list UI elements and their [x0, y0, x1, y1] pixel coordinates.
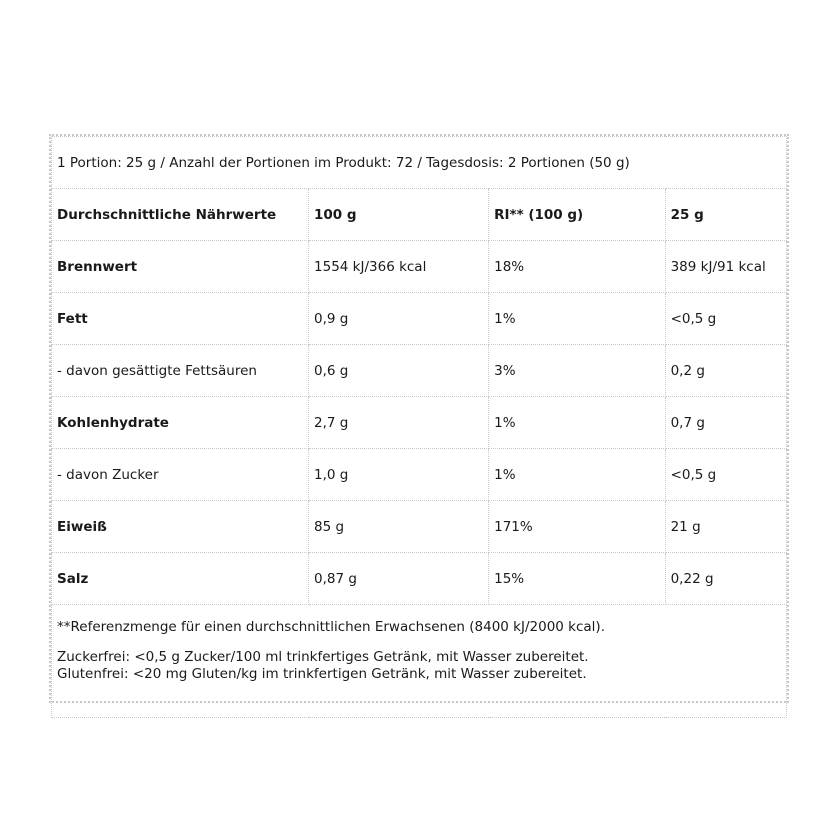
table-row: [52, 397, 787, 449]
value-100g: 0,9 g: [309, 293, 489, 345]
table-row: [52, 345, 787, 397]
table-row: [52, 293, 787, 345]
value-100g: 2,7 g: [309, 397, 489, 449]
value-100g: 1,0 g: [309, 449, 489, 501]
value-100g: 0,6 g: [309, 345, 489, 397]
value-25g: <0,5 g: [665, 293, 786, 345]
value-ri: 1%: [489, 293, 665, 345]
nutrient-label: Eiweiß: [52, 501, 309, 553]
nutrient-label: Salz: [52, 553, 309, 605]
value-100g: 85 g: [309, 501, 489, 553]
footnotes: [52, 605, 787, 718]
value-100g: 0,87 g: [309, 553, 489, 605]
portion-info-row: [52, 137, 787, 189]
nutrient-label: - davon Zucker: [52, 449, 309, 501]
value-25g: 21 g: [665, 501, 786, 553]
value-ri: 1%: [489, 397, 665, 449]
nutrient-label: Kohlenhydrate: [52, 397, 309, 449]
value-ri: 15%: [489, 553, 665, 605]
header-per-100g: 100 g: [309, 189, 489, 241]
value-ri: 171%: [489, 501, 665, 553]
nutrition-table-panel: [49, 134, 789, 703]
nutrient-label: - davon gesättigte Fettsäuren: [52, 345, 309, 397]
table-header-row: [52, 189, 787, 241]
portion-info: 1 Portion: 25 g / Anzahl der Portionen im Produkt: 72 / Tagesdosis: 2 Portionen (50 g): [52, 137, 787, 189]
reference-footnote: **Referenzmenge für einen durchschnittlichen Erwachsenen (8400 kJ/2000 kcal).: [57, 619, 605, 635]
sugar-free-note: Zuckerfrei: <0,5 g Zucker/100 ml trinkfertiges Getränk, mit Wasser zubereitet.: [57, 649, 589, 665]
value-25g: 389 kJ/91 kcal: [665, 241, 786, 293]
value-25g: <0,5 g: [665, 449, 786, 501]
nutrition-table: [51, 136, 787, 718]
header-nutrients: Durchschnittliche Nährwerte: [52, 189, 309, 241]
table-row: [52, 241, 787, 293]
table-row: [52, 501, 787, 553]
footnotes-row: [52, 605, 787, 718]
value-ri: 1%: [489, 449, 665, 501]
nutrient-label: Brennwert: [52, 241, 309, 293]
table-row: [52, 553, 787, 605]
nutrient-label: Fett: [52, 293, 309, 345]
header-ri: RI** (100 g): [489, 189, 665, 241]
table-row: [52, 449, 787, 501]
value-ri: 18%: [489, 241, 665, 293]
gluten-free-note: Glutenfrei: <20 mg Gluten/kg im trinkfertigen Getränk, mit Wasser zubereitet.: [57, 666, 587, 682]
value-100g: 1554 kJ/366 kcal: [309, 241, 489, 293]
value-ri: 3%: [489, 345, 665, 397]
value-25g: 0,2 g: [665, 345, 786, 397]
value-25g: 0,22 g: [665, 553, 786, 605]
value-25g: 0,7 g: [665, 397, 786, 449]
header-per-25g: 25 g: [665, 189, 786, 241]
